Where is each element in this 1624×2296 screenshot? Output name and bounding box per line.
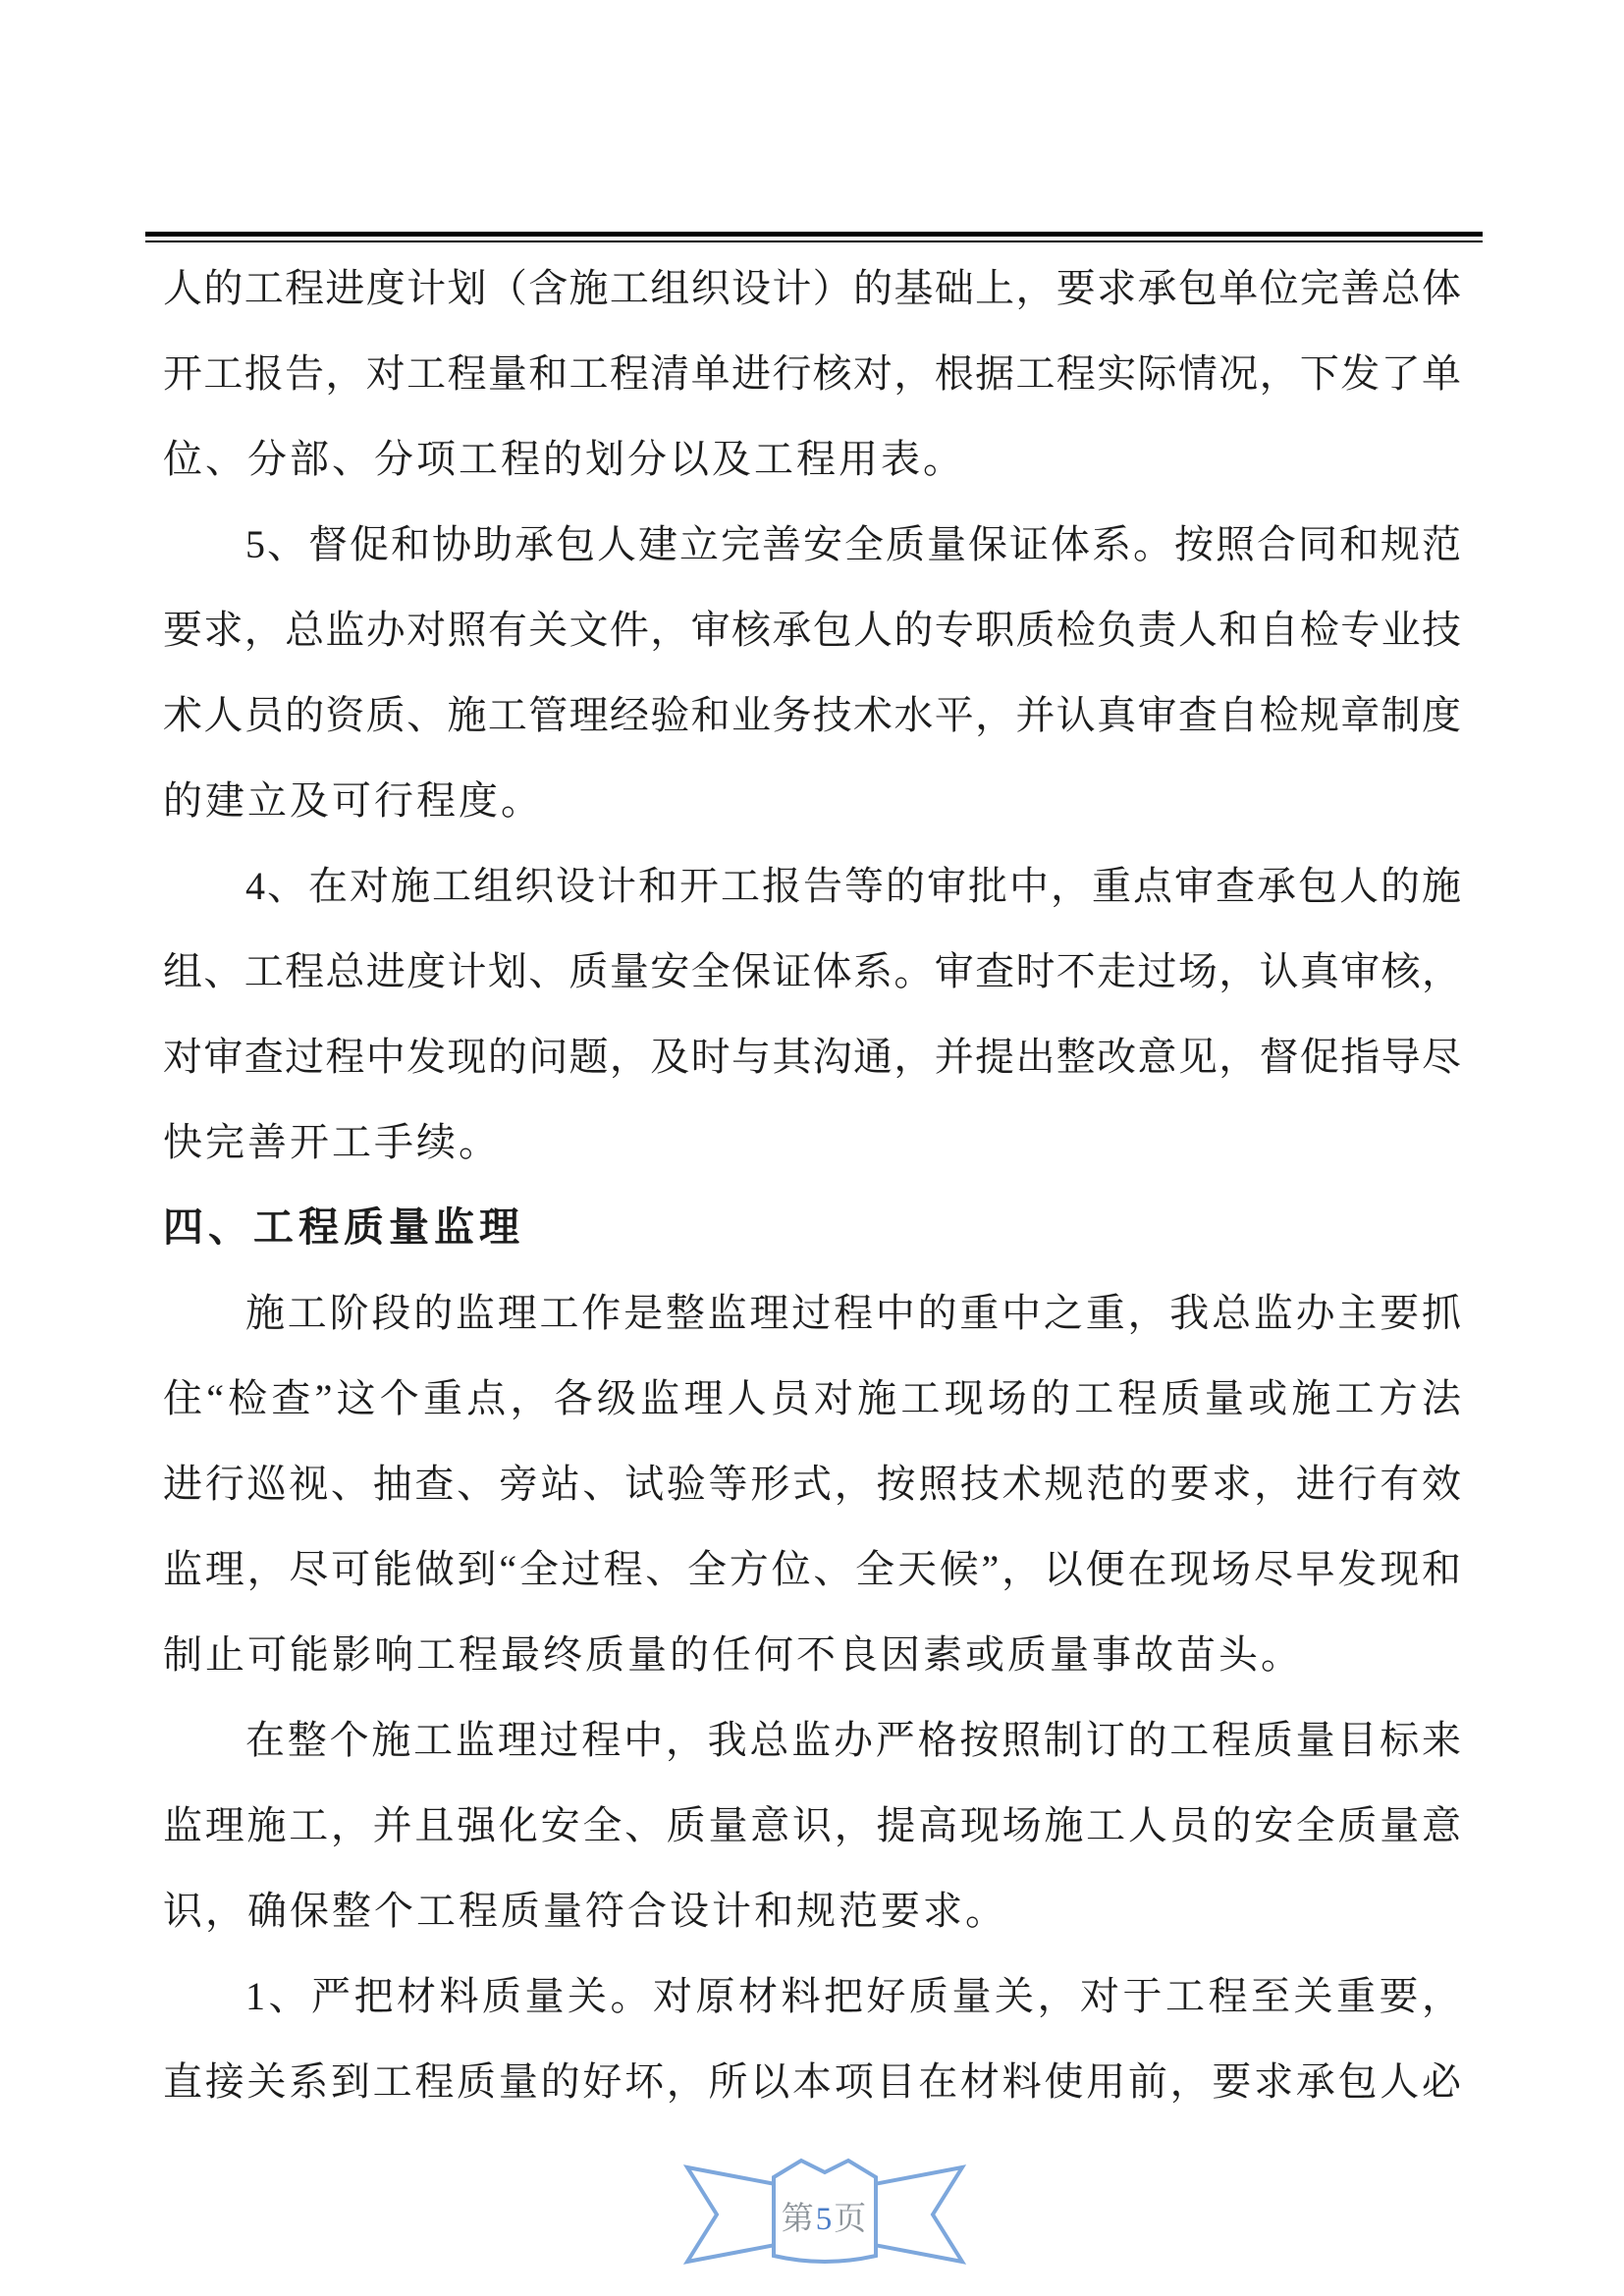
page-number-label: [774, 2183, 876, 2256]
text-line: 4、在对施工组织设计和开工报告等的审批中，重点审查承包人的施: [245, 864, 1461, 908]
text-line: 在整个施工监理过程中，我总监办严格按照制订的工程质量目标来: [245, 1718, 1461, 1762]
text-line: 1、严把材料质量关。对原材料把好质量关，对于工程至关重要，: [245, 1974, 1461, 2018]
document-body: [163, 245, 1461, 2124]
text-line: 监理施工，并且强化安全、质量意识，提高现场施工人员的安全质量意: [163, 1803, 1461, 1847]
text-line: 对审查过程中发现的问题，及时与其沟通，并提出整改意见，督促指导尽: [163, 1035, 1461, 1079]
text-line: 进行巡视、抽查、旁站、试验等形式，按照技术规范的要求，进行有效: [163, 1462, 1461, 1506]
header-rule: [145, 232, 1483, 242]
page-number: 5: [815, 2202, 835, 2237]
text-line: 术人员的资质、施工管理经验和业务技术水平，并认真审查自检规章制度: [163, 693, 1461, 737]
page-ribbon: [677, 2156, 972, 2271]
text-line: 开工报告，对工程量和工程清单进行核对，根据工程实际情况，下发了单: [163, 351, 1461, 396]
text-line: 施工阶段的监理工作是整监理过程中的重中之重，我总监办主要抓: [245, 1291, 1461, 1335]
text-line: 制止可能影响工程最终质量的任何不良因素或质量事故苗头。: [163, 1632, 1303, 1677]
text-line: 的建立及可行程度。: [163, 778, 543, 823]
text-line: 直接关系到工程质量的好坏，所以本项目在材料使用前，要求承包人必: [163, 2059, 1461, 2104]
text-line: 识，确保整个工程质量符合设计和规范要求。: [163, 1889, 1007, 1933]
text-line: 监理，尽可能做到“全过程、全方位、全天候”，以便在现场尽早发现和: [163, 1547, 1461, 1591]
text-line: 位、分部、分项工程的划分以及工程用表。: [163, 437, 965, 481]
section-heading: 四、工程质量监理: [163, 1204, 524, 1250]
text-line: 组、工程总进度计划、质量安全保证体系。审查时不走过场，认真审核，: [163, 949, 1461, 993]
text-line: 快完善开工手续。: [163, 1120, 501, 1164]
text-line: 要求，总监办对照有关文件，审核承包人的专职质检负责人和自检专业技: [163, 608, 1461, 652]
text-line: 住“检查”这个重点，各级监理人员对施工现场的工程质量或施工方法: [163, 1376, 1461, 1420]
page-label-prefix: 第: [781, 2202, 816, 2237]
text-line: 人的工程进度计划（含施工组织设计）的基础上，要求承包单位完善总体: [163, 266, 1461, 310]
page-label-suffix: 页: [834, 2202, 869, 2237]
text-line: 5、督促和协助承包人建立完善安全质量保证体系。按照合同和规范: [245, 522, 1461, 566]
